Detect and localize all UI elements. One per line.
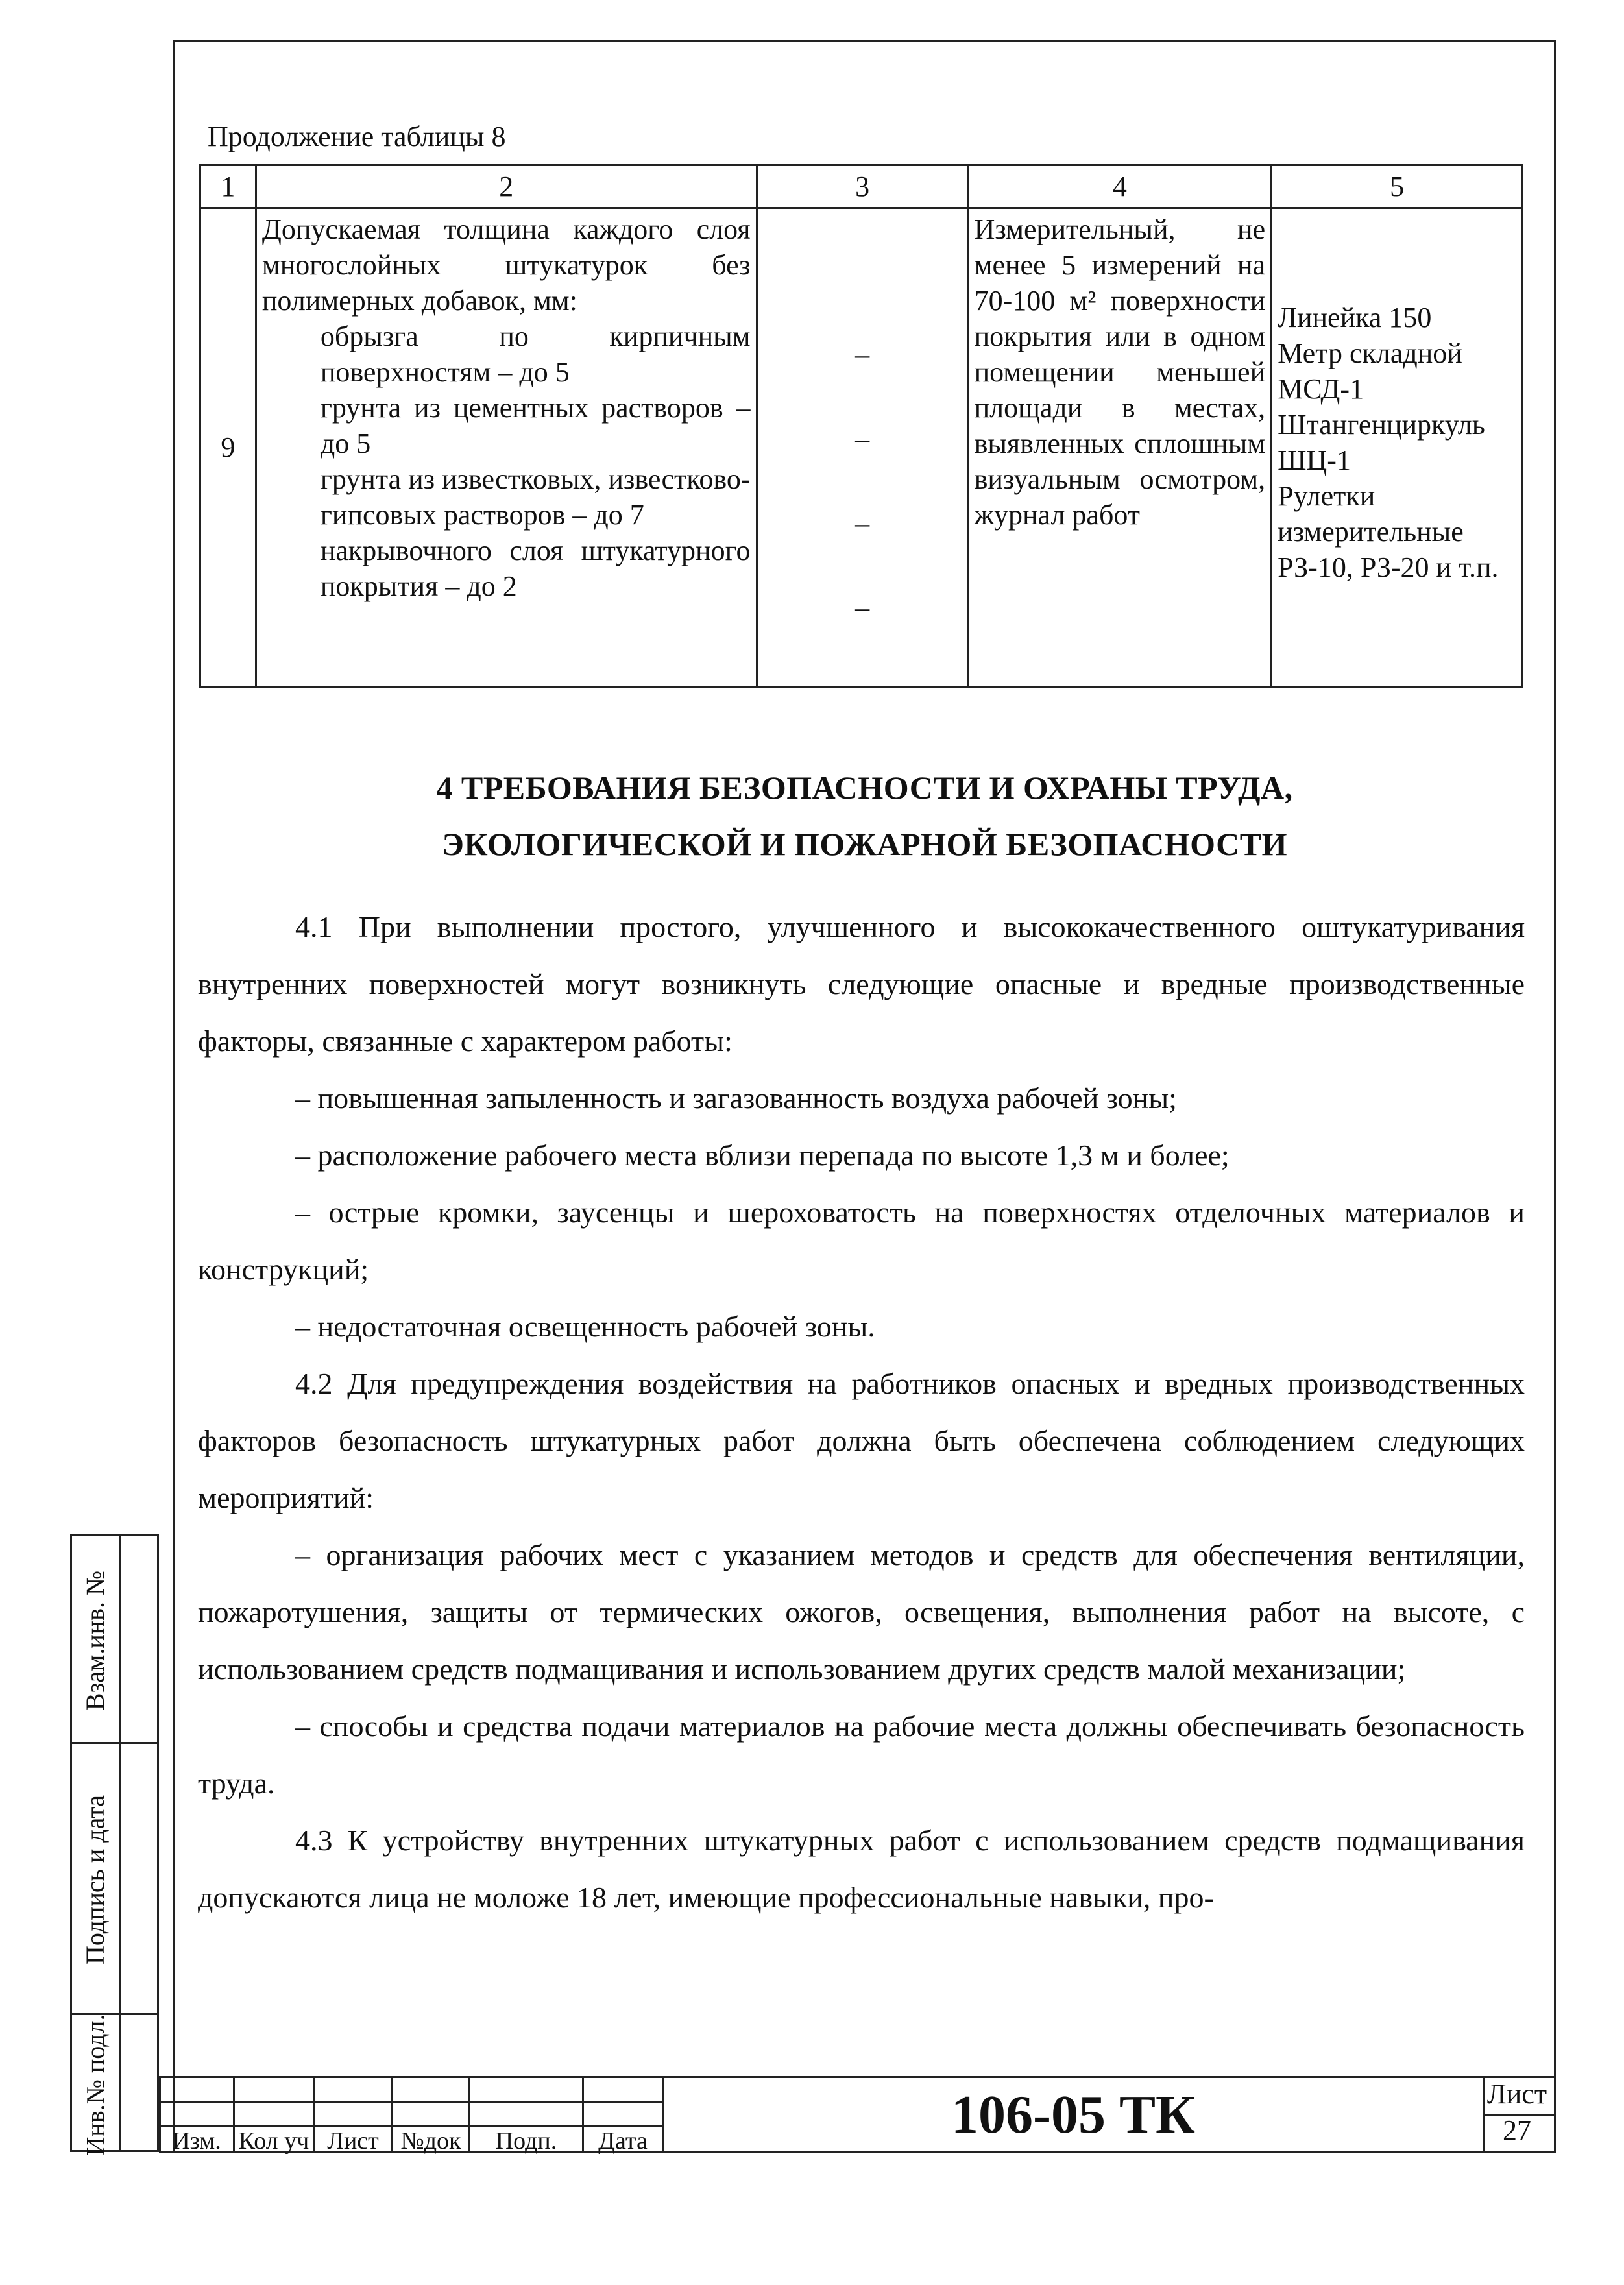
table-row: [200, 208, 1523, 687]
section-body: [198, 899, 1525, 1926]
side-label-replacement-inv: Взам.инв. №: [80, 1570, 110, 1710]
instrument-line: Рулетки измерительные РЗ-10, РЗ-20 и т.п.: [1278, 480, 1499, 583]
requirement-item: обрызга по кирпичным поверхностям – до 5: [320, 320, 751, 388]
section-heading-line-2: ЭКОЛОГИЧЕСКОЙ И ПОЖАРНОЙ БЕЗОПАСНОСТИ: [442, 826, 1287, 862]
list-item: – недостаточная освещенность рабочей зоны.: [295, 1310, 875, 1343]
requirement-item: грунта из известковых, известково-гипсовых растворов – до 7: [320, 463, 751, 531]
table-caption: Продолжение таблицы 8: [208, 121, 506, 152]
list-item: – расположение рабочего места вблизи перепада по высоте 1,3 м и более;: [295, 1139, 1230, 1172]
document-code: 106-05 ТК: [951, 2084, 1195, 2145]
instruments-cell: [1272, 208, 1523, 687]
paragraph-4-2: 4.2 Для предупреждения воздействия на работников опасных и вредных производственных факторов безопасность штукатурных работ должна быть обеспечена соблюдением следующих мероприятий:: [198, 1367, 1525, 1514]
side-label-signature-date: Подпись и дата: [80, 1795, 110, 1965]
section-heading-line-1: 4 ТРЕБОВАНИЯ БЕЗОПАСНОСТИ И ОХРАНЫ ТРУДА,: [436, 769, 1293, 806]
tolerance-dash: –: [855, 339, 870, 370]
list-item: – способы и средства подачи материалов на рабочие места должны обеспечивать безопасность труда.: [198, 1710, 1525, 1800]
row-number: 9: [200, 208, 256, 687]
tolerance-dash: –: [855, 423, 870, 455]
instrument-line: Метр складной МСД-1: [1278, 337, 1462, 405]
col-label-quantity: Кол уч: [238, 2127, 309, 2155]
header-cell-3: 3: [757, 165, 968, 208]
requirement-cell: [256, 208, 757, 687]
instrument-line: Линейка 150: [1278, 302, 1432, 333]
title-block: [159, 2076, 1556, 2153]
requirement-item: накрывочного слоя штукатурного покрытия – до 2: [320, 535, 751, 602]
tolerance-dash: –: [855, 507, 870, 539]
paragraph-4-1: 4.1 При выполнении простого, улучшенного и высококачественного оштукатуривания внутренних поверхностей могут возникнуть следующие опасные и вредные производственные факторы, связанные с характером работы:: [198, 910, 1525, 1058]
paragraph-4-3: 4.3 К устройству внутренних штукатурных работ с использованием средств подмащивания допускаются лица не моложе 18 лет, имеющие профессиональные навыки, про-: [198, 1824, 1525, 1914]
header-cell-1: 1: [200, 165, 256, 208]
side-stamp: [70, 1534, 159, 2155]
requirement-item: грунта из цементных растворов – до 5: [320, 392, 751, 459]
col-label-change: Изм.: [172, 2127, 221, 2155]
table-header-row: [200, 165, 1523, 208]
sheet-number: 27: [1503, 2114, 1531, 2146]
side-label-original-inv: Инв.№ подл.: [80, 2014, 110, 2155]
sheet-label: Лист: [1486, 2078, 1547, 2110]
header-cell-5: 5: [1272, 165, 1523, 208]
col-label-doc-no: №док: [400, 2127, 461, 2155]
tolerance-dash: –: [855, 592, 870, 623]
col-label-signature: Подп.: [495, 2127, 557, 2155]
header-cell-2: 2: [256, 165, 757, 208]
header-cell-4: 4: [968, 165, 1272, 208]
list-item: – острые кромки, заусенцы и шероховатость на поверхностях отделочных материалов и конструкций;: [198, 1196, 1525, 1286]
control-method-cell: Измерительный, не менее 5 измерений на 70-100 м² поверхности покрытия или в одном помещении меньшей площади в местах, выявленных сплошным визуальным осмотром, журнал работ: [968, 208, 1272, 687]
table-8: [199, 164, 1523, 688]
col-label-sheet: Лист: [327, 2127, 379, 2155]
instrument-line: Штангенциркуль ШЦ-1: [1278, 409, 1485, 476]
tolerance-cell: [757, 208, 968, 687]
list-item: – организация рабочих мест с указанием методов и средств для обеспечения вентиляции, пожаротушения, защиты от термических ожогов, освещения, выполнения работ на высоте, с использованием средств подмащивания и использованием других средств малой механизации;: [198, 1538, 1525, 1686]
requirement-intro: Допускаемая толщина каждого слоя многослойных штукатурок без полимерных добавок, мм:: [261, 213, 751, 317]
col-label-date: Дата: [598, 2127, 648, 2155]
list-item: – повышенная запыленность и загазованность воздуха рабочей зоны;: [295, 1082, 1177, 1115]
